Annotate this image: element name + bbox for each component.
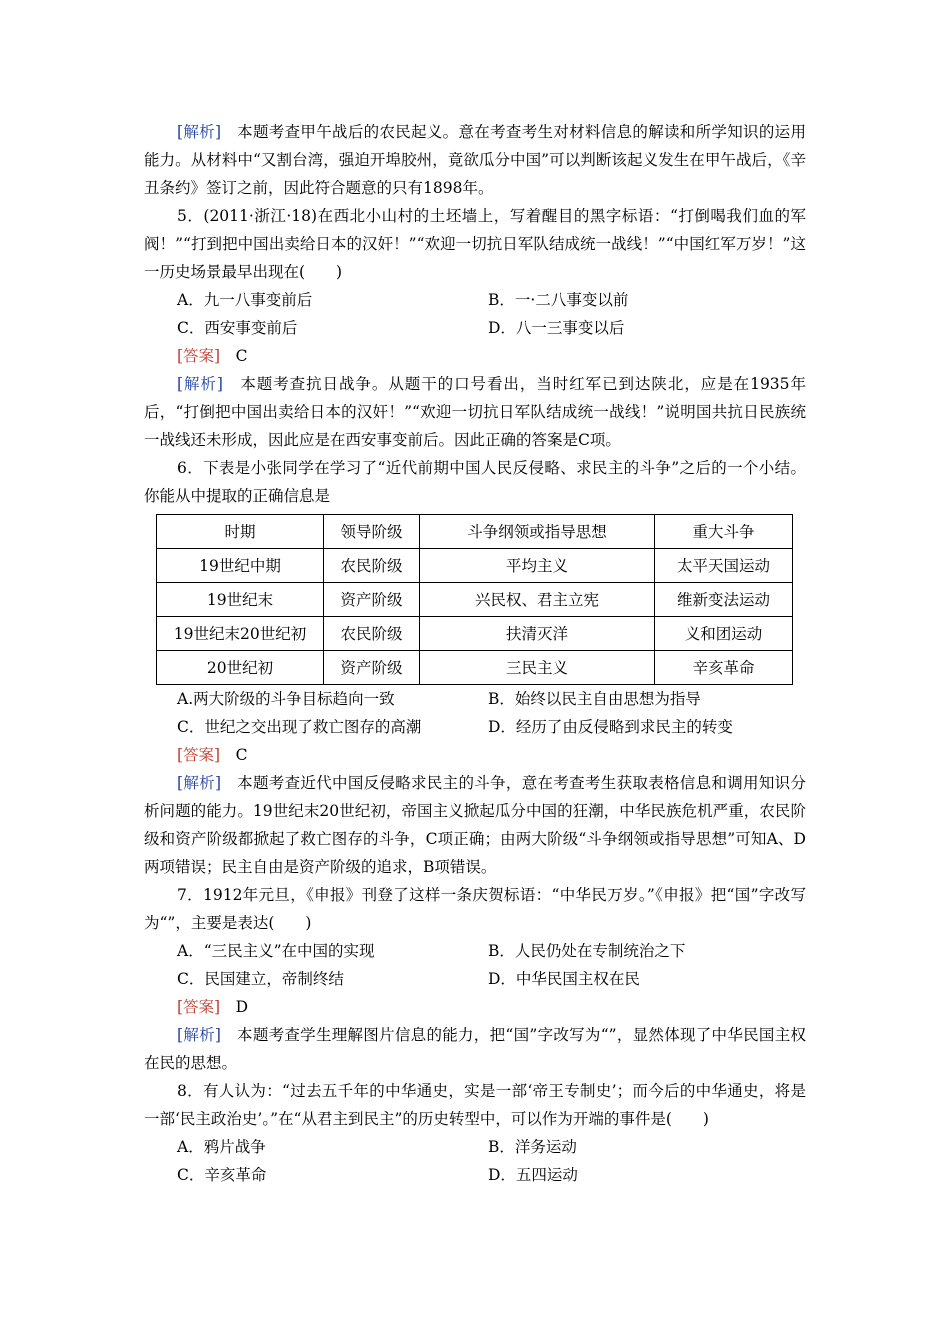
q4-analysis: [解析] 本题考查甲午战后的农民起义。意在考查考生对材料信息的解读和所学知识的运用能力。从材料中“又割台湾，强迫开埠胶州，竟欲瓜分中国”可以判断该起义发生在甲午战后，《辛丑条约》签订之前，因此符合题意的只有1898年。	[144, 123, 806, 197]
table-row	[157, 651, 793, 685]
table-cell: 19世纪末	[157, 583, 324, 617]
table-cell: 19世纪中期	[157, 549, 324, 583]
answer-tag: [答案]	[177, 998, 221, 1016]
option-c: C．辛亥革命	[177, 1166, 267, 1184]
analysis-tag: [解析]	[177, 774, 222, 792]
option-b: B．一·二八事变以前	[488, 291, 629, 309]
analysis-tag: [解析]	[177, 375, 223, 393]
answer-tag: [答案]	[177, 746, 221, 764]
option-d: D．经历了由反侵略到求民主的转变	[488, 718, 733, 736]
table-cell: 义和团运动	[655, 617, 793, 651]
q6-options	[144, 685, 806, 741]
document-page	[144, 118, 806, 1189]
table-cell: 辛亥革命	[655, 651, 793, 685]
q5-analysis: [解析] 本题考查抗日战争。从题干的口号看出，当时红军已到达陕北，应是在1935年后，“打倒把中国出卖给日本的汉奸！”“欢迎一切抗日军队结成统一战线！”说明国共抗日民族统一战线还未形成，因此应是在西安事变前后。因此正确的答案是C项。	[144, 375, 806, 449]
option-b: B．洋务运动	[488, 1138, 577, 1156]
q7-answer: [答案] D	[177, 998, 249, 1016]
q6-stem: 6．下表是小张同学在学习了“近代前期中国人民反侵略、求民主的斗争”之后的一个小结。你能从中提取的正确信息是	[144, 459, 806, 505]
option-c: C．西安事变前后	[177, 319, 298, 337]
q7-stem: 7．1912年元旦，《申报》刊登了这样一条庆贺标语：“中华民万岁。”《申报》把“国”字改写为“”，主要是表达( )	[144, 886, 806, 932]
q8-stem: 8．有人认为：“过去五千年的中华通史，实是一部‘帝王专制史’；而今后的中华通史，将是一部‘民主政治史’。”在“从君主到民主”的历史转型中，可以作为开端的事件是( )	[144, 1082, 806, 1128]
table-header: 斗争纲领或指导思想	[420, 515, 655, 549]
analysis-tag: [解析]	[177, 1026, 221, 1044]
analysis-tag: [解析]	[177, 123, 222, 141]
q5-options	[144, 286, 806, 342]
q5-answer: [答案] C	[177, 347, 248, 365]
table-cell: 资产阶级	[324, 583, 420, 617]
table-cell: 维新变法运动	[655, 583, 793, 617]
q6-answer: [答案] C	[177, 746, 248, 764]
summary-table	[156, 514, 793, 685]
table-cell: 资产阶级	[324, 651, 420, 685]
table-row	[157, 583, 793, 617]
option-a: A．“三民主义”在中国的实现	[177, 942, 375, 960]
q7-options	[144, 937, 806, 993]
option-a: A.两大阶级的斗争目标趋向一致	[177, 690, 395, 708]
table-row	[157, 549, 793, 583]
table-cell: 太平天国运动	[655, 549, 793, 583]
option-b: B．人民仍处在专制统治之下	[488, 942, 686, 960]
q6-analysis: [解析] 本题考查近代中国反侵略求民主的斗争，意在考查考生获取表格信息和调用知识分析问题的能力。19世纪末20世纪初，帝国主义掀起瓜分中国的狂潮，中华民族危机严重，农民阶级和资产阶级都掀起了救亡图存的斗争，C项正确；由两大阶级“斗争纲领或指导思想”可知A、D两项错误；民主自由是资产阶级的追求，B项错误。	[144, 774, 806, 876]
option-d: D．中华民国主权在民	[488, 970, 640, 988]
table-header: 时期	[157, 515, 324, 549]
option-b: B．始终以民主自由思想为指导	[488, 690, 701, 708]
option-c: C．民国建立，帝制终结	[177, 970, 344, 988]
table-cell: 20世纪初	[157, 651, 324, 685]
table-header-row	[157, 515, 793, 549]
q5-stem: 5．(2011·浙江·18)在西北小山村的土坯墙上，写着醒目的黑字标语：“打倒喝我们血的军阀！”“打到把中国出卖给日本的汉奸！”“欢迎一切抗日军队结成统一战线！”“中国红军万岁！”这一历史场景最早出现在( )	[144, 207, 806, 281]
table-header: 领导阶级	[324, 515, 420, 549]
q8-options	[144, 1133, 806, 1189]
table-row	[157, 617, 793, 651]
option-a: A．鸦片战争	[177, 1138, 266, 1156]
table-cell: 农民阶级	[324, 549, 420, 583]
option-a: A．九一八事变前后	[177, 291, 313, 309]
table-cell: 农民阶级	[324, 617, 420, 651]
option-d: D．八一三事变以后	[488, 319, 625, 337]
table-cell: 平均主义	[420, 549, 655, 583]
table-cell: 19世纪末20世纪初	[157, 617, 324, 651]
option-d: D．五四运动	[488, 1166, 578, 1184]
table-cell: 三民主义	[420, 651, 655, 685]
table-cell: 兴民权、君主立宪	[420, 583, 655, 617]
answer-tag: [答案]	[177, 347, 221, 365]
table-cell: 扶清灭洋	[420, 617, 655, 651]
q7-analysis: [解析] 本题考查学生理解图片信息的能力，把“国”字改写为“”，显然体现了中华民国主权在民的思想。	[144, 1026, 806, 1072]
table-header: 重大斗争	[655, 515, 793, 549]
option-c: C．世纪之交出现了救亡图存的高潮	[177, 718, 422, 736]
